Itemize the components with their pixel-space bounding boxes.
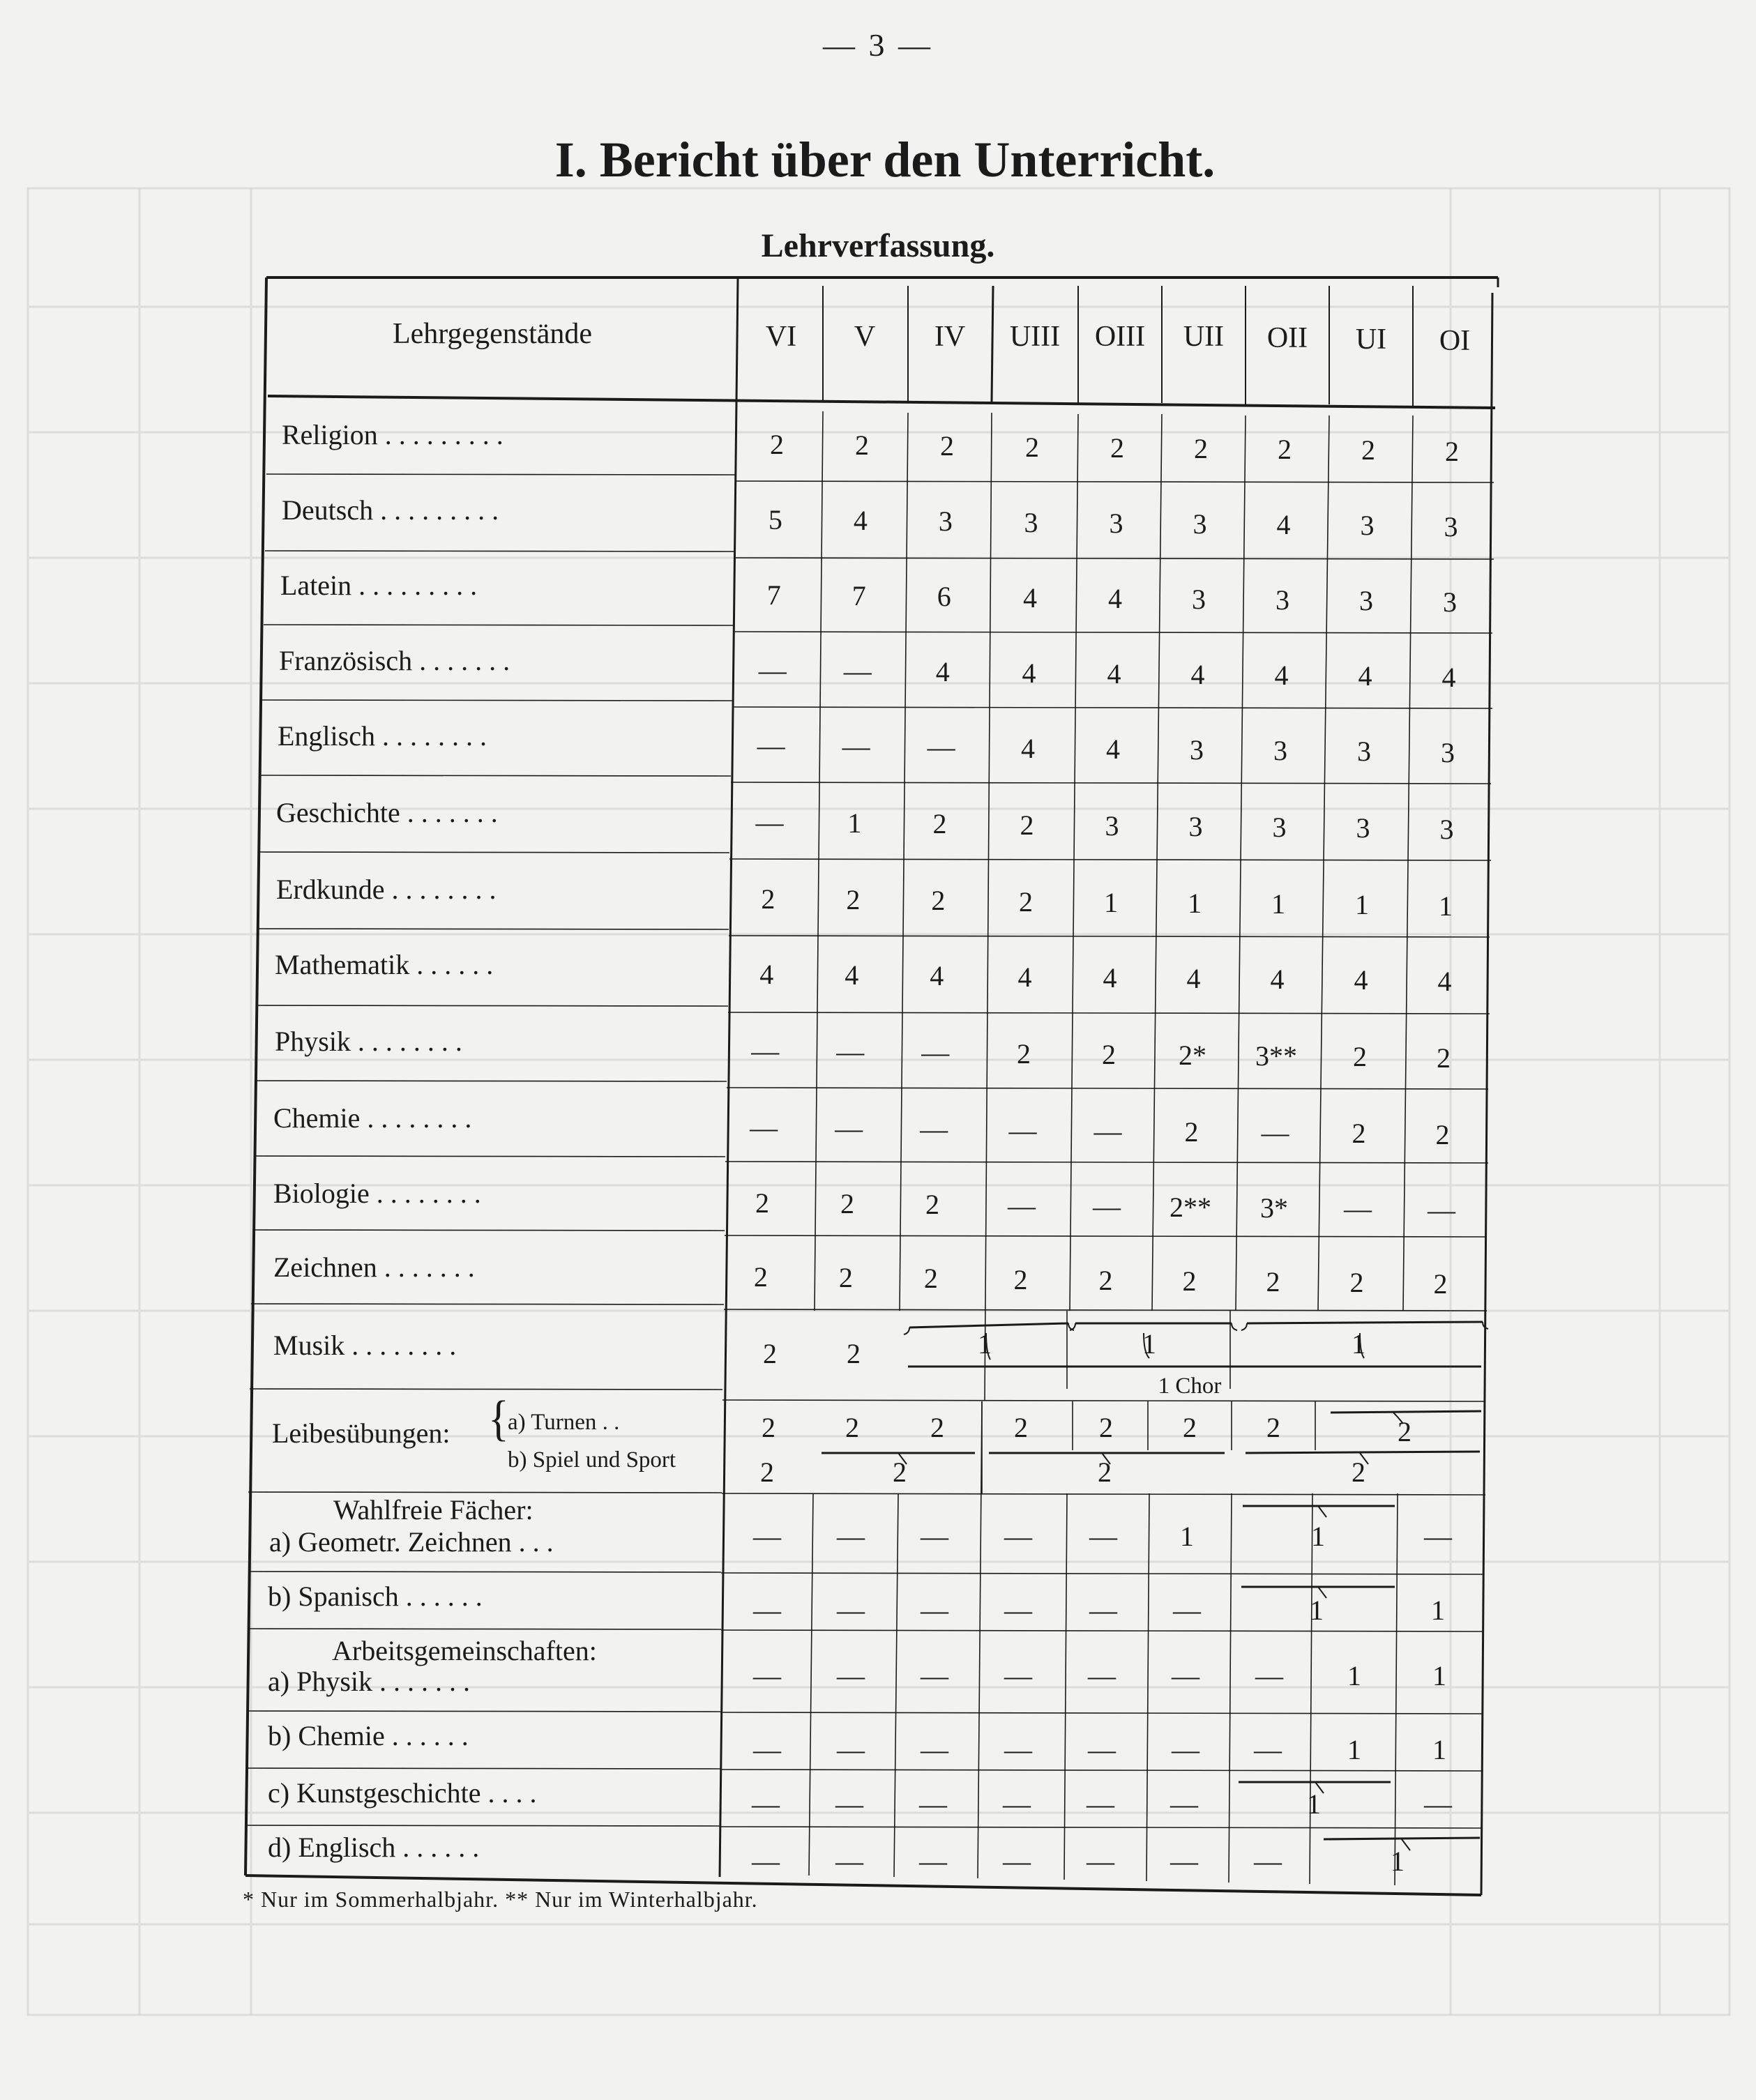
cell-value: 2 [940, 430, 954, 462]
cell-value: — [1087, 1846, 1114, 1877]
cell-value: 4 [1106, 733, 1120, 765]
cell-value: 1 [1104, 886, 1118, 918]
cell-value: — [921, 1734, 948, 1765]
cell-value: 1 [1310, 1595, 1324, 1626]
header-class-iv: IV [934, 321, 966, 353]
musik-vi: 2 [763, 1338, 777, 1369]
cell-value: 2 [755, 1187, 769, 1219]
cell-value: 4 [1186, 963, 1201, 994]
spiel-group-mittel: 2 [1098, 1456, 1112, 1488]
cell-value: 4 [1276, 509, 1291, 541]
cell-value: 2 [855, 429, 869, 462]
row-label-leibesuebungen: Leibesübungen: [272, 1417, 451, 1449]
musik-group-mittel: 1 [978, 1328, 992, 1360]
cell-value: 4 [1437, 965, 1452, 997]
cell-value: 3** [1255, 1040, 1297, 1072]
header-class-uiii: UIII [1009, 321, 1061, 353]
page-number: — 3 — [823, 27, 933, 63]
cell-value: — [1254, 1846, 1282, 1877]
cell-value: 3 [1444, 510, 1458, 542]
cell-value: — [1088, 1660, 1116, 1691]
cell-value: 4 [759, 959, 774, 990]
cell-value: — [751, 1035, 780, 1067]
cell-value: — [1003, 1846, 1031, 1877]
cell-value: 3 [938, 505, 953, 538]
row-label: Religion . . . . . . . . . [282, 419, 504, 450]
cell-value: 1 [1439, 890, 1453, 922]
cell-value: — [835, 1788, 863, 1820]
cell-value: 2 [1017, 1037, 1031, 1070]
cell-value: 3 [1439, 813, 1454, 845]
cell-value: 3 [1109, 507, 1123, 539]
cell-value: 3 [1024, 506, 1038, 538]
cell-value: 2* [1179, 1040, 1206, 1071]
musik-group-uii: 1 [1142, 1328, 1156, 1360]
cell-value: 6 [937, 581, 951, 613]
row-label: Geschichte . . . . . . . [276, 797, 498, 828]
cell-value: — [835, 1113, 863, 1145]
page-title: I. Bericht über den Unterricht. [554, 132, 1216, 188]
cell-value: 2 [1445, 435, 1459, 467]
musik-chor: 1 Chor [1158, 1374, 1222, 1399]
cell-value: 1 [1347, 1660, 1361, 1691]
row-label-ag-chemie: b) Chemie . . . . . . [268, 1720, 469, 1751]
cell-value: 4 [1274, 660, 1289, 692]
cell-value: 3 [1190, 734, 1204, 766]
cell-value: 1 [1180, 1521, 1194, 1552]
turnen-group-ober: 2 [1398, 1416, 1411, 1447]
cell-value: 3 [1357, 736, 1371, 768]
cell-value: 3 [1359, 585, 1373, 617]
cell-value: 3 [1360, 510, 1375, 542]
cell-value: — [921, 1660, 948, 1691]
cell-value: 2 [838, 1262, 853, 1294]
cell-value: — [1170, 1846, 1198, 1877]
header-class-ui: UI [1355, 324, 1387, 356]
cell-value: 2 [1184, 1116, 1199, 1148]
cell-value: 1 [1355, 889, 1369, 921]
cell-value: 2 [761, 883, 775, 915]
arbeit-heading: Arbeitsgemeinschaften: [332, 1635, 597, 1666]
cell-value: 2 [1349, 1267, 1364, 1299]
cell-value: — [753, 1595, 781, 1626]
cell-value: 3 [1188, 811, 1203, 842]
row-label: Zeichnen . . . . . . . [273, 1251, 475, 1283]
cell-value: 2 [1098, 1264, 1113, 1296]
cell-value: 2 [1437, 1042, 1451, 1074]
table-title: Lehrverfassung. [761, 227, 995, 264]
cell-value: — [843, 655, 872, 687]
cell-value: 4 [1354, 964, 1368, 996]
cell-value: — [837, 1595, 865, 1626]
cell-value: — [1093, 1190, 1121, 1222]
cell-value: 1 [1307, 1788, 1321, 1820]
row-label-turnen: a) Turnen . . [508, 1410, 620, 1435]
cell-value: 4 [1022, 657, 1036, 689]
header-class-oii: OII [1266, 322, 1308, 354]
header-class-oiii: OIII [1094, 321, 1146, 353]
cell-value: 3 [1192, 584, 1206, 615]
cell-value: — [1087, 1788, 1114, 1820]
cell-value: — [1424, 1788, 1452, 1820]
row-label: Physik . . . . . . . . [275, 1026, 462, 1057]
cell-value: 2 [1019, 885, 1033, 918]
row-label-ag-kunstgeschichte: c) Kunstgeschichte . . . . [268, 1777, 537, 1809]
row-label: Latein . . . . . . . . . [280, 570, 478, 601]
cell-value: — [1003, 1788, 1031, 1820]
wahlfrei-heading: Wahlfreie Fächer: [333, 1494, 533, 1525]
cell-value: — [753, 1521, 781, 1552]
cell-value: — [921, 1521, 948, 1552]
cell-value: 7 [851, 580, 866, 612]
cell-value: — [757, 730, 785, 761]
cell-value: — [842, 731, 870, 763]
cell-value: — [1172, 1734, 1199, 1765]
cell-value: 4 [845, 959, 859, 991]
row-label: Chemie . . . . . . . . [273, 1102, 472, 1134]
cell-value: — [921, 1037, 950, 1069]
cell-value: 5 [768, 504, 782, 535]
cell-value: — [1089, 1521, 1117, 1552]
cell-value: 2 [1435, 1118, 1450, 1150]
row-label: Biologie . . . . . . . . [273, 1178, 481, 1209]
cell-value: 4 [1021, 732, 1035, 764]
cell-value: — [753, 1660, 781, 1691]
spiel-vi: 2 [760, 1456, 774, 1488]
cell-value: 1 [1391, 1846, 1405, 1877]
cell-value: 4 [935, 656, 950, 688]
cell-value: 2 [1353, 1041, 1367, 1073]
cell-value: — [1089, 1595, 1117, 1626]
cell-value: 1 [1432, 1734, 1446, 1765]
cell-value: 3 [1272, 812, 1287, 844]
row-label-spanisch: b) Spanisch . . . . . . [268, 1581, 483, 1612]
cell-value: 2 [1102, 1038, 1116, 1070]
cell-value: 3 [1443, 586, 1457, 618]
cell-value: 1 [1432, 1660, 1446, 1691]
cell-value: — [753, 1734, 781, 1765]
cell-value: 2 [753, 1261, 768, 1293]
cell-value: 3 [1276, 584, 1289, 616]
cell-value: — [919, 1846, 947, 1877]
cell-value: 2 [770, 429, 784, 460]
cell-value: — [1261, 1117, 1289, 1149]
cell-value: 2 [846, 884, 861, 916]
cell-value: 2 [923, 1263, 938, 1295]
cell-value: 2 [931, 885, 946, 917]
row-label-ag-englisch: d) Englisch . . . . . . [268, 1832, 480, 1863]
cell-value: 4 [1017, 961, 1032, 993]
cell-value: — [1173, 1595, 1201, 1626]
row-label: Französisch . . . . . . . [279, 645, 510, 676]
cell-value: — [1254, 1734, 1282, 1765]
cell-value: 4 [1108, 582, 1122, 614]
turnen-iv: 2 [930, 1412, 944, 1443]
turnen-uii: 2 [1183, 1412, 1197, 1443]
cell-value: 1 [847, 807, 862, 839]
cell-value: 2 [1266, 1266, 1280, 1298]
turnen-vi: 2 [762, 1412, 775, 1443]
cell-value: 4 [1358, 660, 1372, 692]
cell-value: 4 [1190, 659, 1205, 690]
row-label-geometr-zeichnen: a) Geometr. Zeichnen . . . [269, 1526, 554, 1558]
cell-value: 1 [1311, 1521, 1325, 1552]
cell-value: 3 [1356, 812, 1370, 844]
cell-value: — [837, 1660, 865, 1691]
cell-value: 2 [1020, 809, 1034, 841]
spiel-group-unter: 2 [893, 1456, 907, 1488]
cell-value: 1 [1271, 888, 1285, 920]
header-class-uii: UII [1183, 321, 1225, 353]
cell-value: 1 [1347, 1734, 1361, 1765]
turnen-oiii: 2 [1099, 1412, 1113, 1443]
cell-value: 1 [1431, 1595, 1445, 1626]
cell-value: — [752, 1788, 780, 1820]
footnote: * Nur im Sommerhalbjahr. ** Nur im Winterhalbjahr. [243, 1887, 758, 1912]
cell-value: 2 [1433, 1268, 1448, 1300]
cell-value: — [1004, 1595, 1032, 1626]
header-class-vi: VI [765, 321, 797, 353]
cell-value: 2 [1278, 434, 1292, 466]
row-label: Englisch . . . . . . . . [278, 720, 487, 752]
cell-value: 2 [932, 808, 947, 840]
header-class-oi: OI [1439, 325, 1471, 357]
cell-value: — [1088, 1734, 1116, 1765]
cell-value: 2 [1013, 1263, 1028, 1295]
cell-value: — [835, 1846, 863, 1877]
cell-value: — [752, 1846, 780, 1877]
cell-value: 7 [766, 579, 781, 611]
cell-value: — [1255, 1660, 1283, 1691]
cell-value: — [755, 807, 784, 838]
cell-value: — [921, 1595, 948, 1626]
cell-value: 3 [1441, 736, 1455, 768]
cell-value: 4 [930, 960, 944, 992]
cell-value: — [1004, 1660, 1032, 1691]
header-class-v: V [854, 321, 876, 353]
turnen-uiii: 2 [1014, 1412, 1028, 1443]
cell-value: — [837, 1521, 865, 1552]
cell-value: 4 [1441, 661, 1456, 693]
cell-value: — [1428, 1194, 1455, 1226]
cell-value: 2 [925, 1189, 939, 1221]
row-label-spiel-sport: b) Spiel und Sport [508, 1447, 676, 1473]
row-label: Mathematik . . . . . . [275, 949, 494, 980]
musik-group-ober: 1 [1352, 1328, 1365, 1360]
cell-value: — [919, 1788, 947, 1820]
cell-value: — [750, 1112, 778, 1143]
row-label-musik: Musik . . . . . . . . [273, 1330, 457, 1361]
spiel-group-ober: 2 [1352, 1456, 1365, 1488]
cell-value: 2 [1025, 431, 1039, 463]
cell-value: — [758, 655, 787, 686]
cell-value: 4 [1023, 581, 1037, 614]
cell-value: — [1008, 1189, 1036, 1222]
cell-value: 2 [1352, 1118, 1366, 1150]
cell-value: 4 [1103, 961, 1117, 994]
cell-value: 3 [1273, 735, 1287, 767]
cell-value: 3 [1193, 508, 1207, 540]
cell-value: 4 [853, 505, 868, 537]
cell-value: — [837, 1734, 865, 1765]
cell-value: — [1093, 1115, 1122, 1147]
cell-value: 2 [1361, 434, 1375, 466]
cell-value: 2 [1182, 1265, 1197, 1297]
cell-value: 2 [1110, 432, 1124, 464]
row-label: Deutsch . . . . . . . . . [282, 494, 499, 526]
cell-value: 3* [1260, 1192, 1288, 1224]
cell-value: — [1344, 1193, 1372, 1225]
cell-value: — [1424, 1521, 1452, 1552]
cell-value: 4 [1107, 657, 1121, 690]
cell-value: — [1172, 1660, 1199, 1691]
cell-value: 3 [1105, 809, 1119, 842]
row-label-ag-physik: a) Physik . . . . . . . [268, 1666, 470, 1697]
cell-value: — [836, 1036, 865, 1068]
cell-value: — [1004, 1521, 1032, 1552]
cell-value: 1 [1188, 888, 1202, 919]
row-label: Erdkunde . . . . . . . . [276, 874, 497, 905]
cell-value: 4 [1270, 964, 1285, 996]
cell-value: — [920, 1113, 948, 1146]
cell-value: 2 [1194, 433, 1208, 464]
musik-v: 2 [847, 1338, 861, 1369]
cell-value: 2 [840, 1188, 854, 1220]
cell-value: — [927, 731, 955, 763]
curly-brace: { [488, 1391, 509, 1447]
cell-value: 2** [1170, 1192, 1211, 1223]
cell-value: — [1170, 1788, 1198, 1820]
turnen-oii: 2 [1266, 1412, 1280, 1443]
cell-value: — [1004, 1734, 1032, 1765]
header-subjects: Lehrgegenstände [392, 318, 593, 350]
cell-value: — [1008, 1114, 1037, 1146]
turnen-v: 2 [845, 1412, 859, 1443]
